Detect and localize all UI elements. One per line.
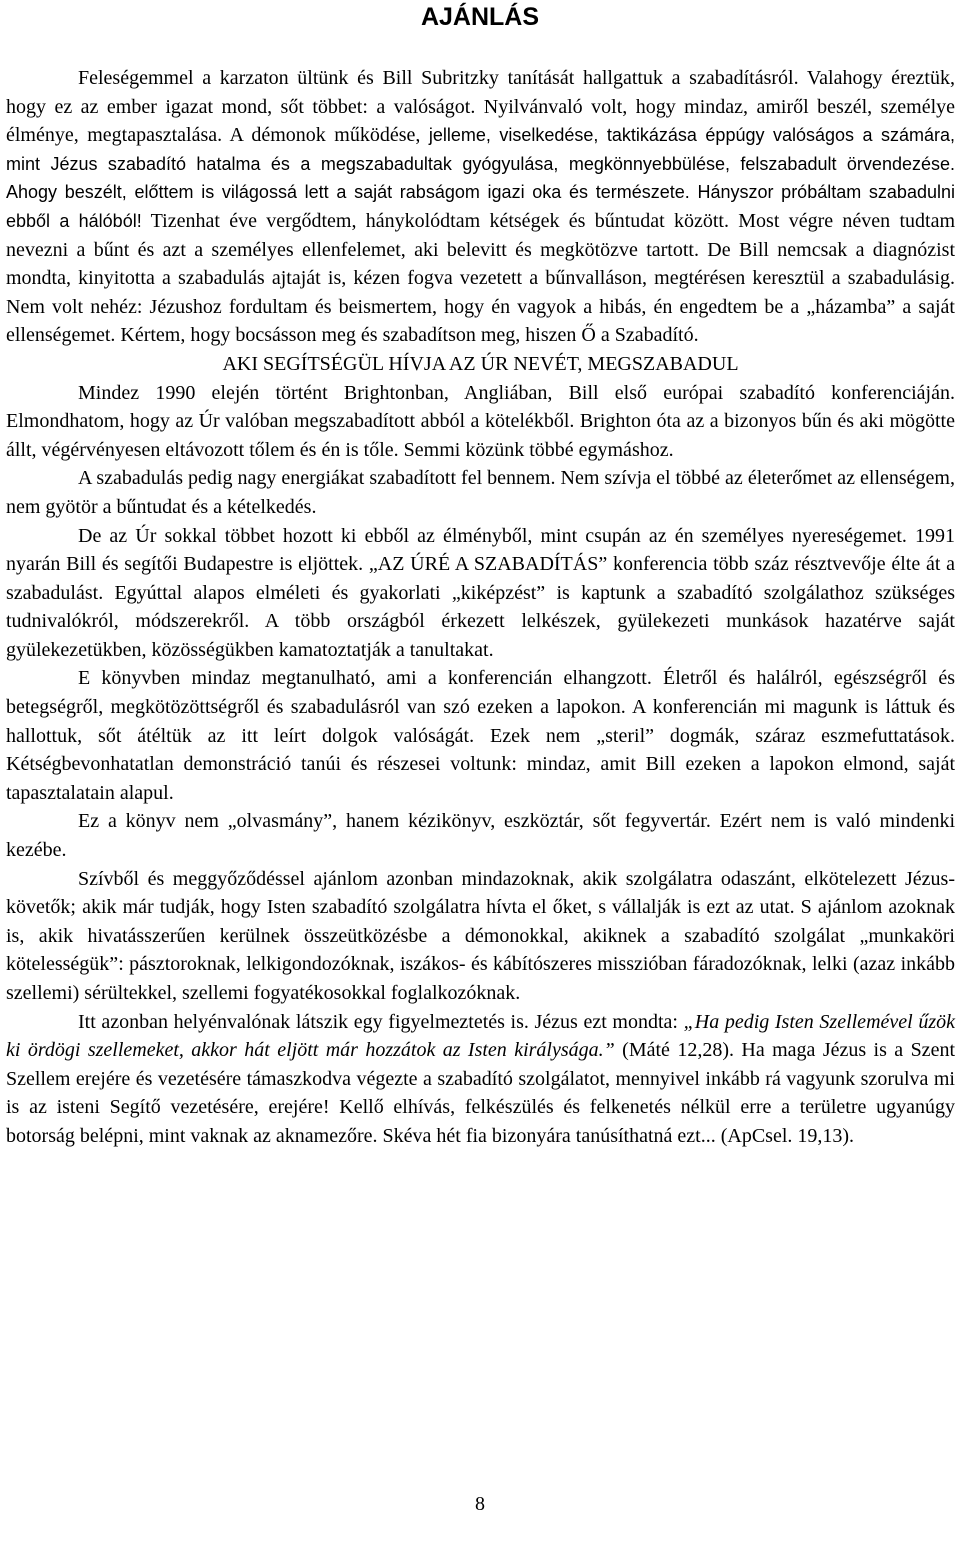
paragraph-6: Ez a könyv nem „olvasmány”, hanem kézikönyv, eszköztár, sőt fegyvertár. Ezért nem is való mindenki kezébe. [6,810,955,862]
paragraph-4: De az Úr sokkal többet hozott ki ebből az élményből, mint csupán az én személyes nyereségemet. 1991 nyarán Bill és segítői Budapestre is eljöttek. „AZ ÚRÉ A SZABADÍTÁS” konferencia több száz résztvevője élte át a szabadulást. Egyúttal alapos elméleti és gyakorlati „kiképzést” is kaptunk a szabadító szolgálathoz szükséges tudnivalókról, módszerekről. A több országból érkezett lelkészek, gyülekezeti munkások hazatérve saját gyülekezetükben, közösségükben kamatoztatják a tanultakat. [6,524,955,661]
paragraph-5: E könyvben mindaz megtanulható, ami a konferencián elhangzott. Életről és halálról, egészségről és betegségről, megkötözöttségről és szabadulásról van szó ezeken a lapokon. A konferencián mi magunk is láttuk és hallottuk, sőt átéltük az itt leírt dolgok valóságát. Ezek nem „steril” dogmák, száraz eszmefuttatások. Kétségbevonhatatlan demonstráció tanúi és részesei voltunk: mindaz, amit Bill ezeken a lapokon elmond, saját tapasztalatain alapul. [6,667,955,804]
section-heading: AKI SEGÍTSÉGÜL HÍVJA AZ ÚR NEVÉT, MEGSZABADUL [222,352,739,375]
paragraph-2: Mindez 1990 elején történt Brightonban, Angliában, Bill első európai szabadító konferenciáján. Elmondhatom, hogy az Úr valóban megszabadított abból a kötelékből. Brighton óta az a bizonyos bűn és aki mögötte állt, végérvényesen eltávozott tőlem és én is tőle. Semmi közünk többé egymáshoz. [6,381,955,461]
paragraph-1 [6,64,955,350]
paragraph-1-intro: Feleségemmel a karzaton ültünk és Bill Subritzky tanítását hallgattuk a szabadításról. Valahogy éreztük, hogy ez az ember igazat mond, sőt többet: a valóságot. Nyilvánvaló volt, hogy mindaz, amiről beszél, személye élménye, megtapasztalása. A démonok működése, [6,67,955,147]
paragraph-1-sans-passage: jelleme, viselkedése, taktikázása éppúgy valóságos a számára, mint Jézus szabadító hatalma és a megszabadultak gyógyulása, megkönnyebbülése, felszabadult örvendezése. Ahogy beszélt, előttem is világossá lett a saját rabságom igazi oka és természete. Hányszor próbáltam szabadulni ebből a hálóból! [6,125,956,231]
paragraph-8 [6,1008,955,1151]
paragraph-1-conclusion: Tizenhat éve vergődtem, hánykolódtam kétségek és bűntudat között. Most végre néven tudtam nevezni a bűnt és azt a személyes ellenfelemet, aki belevitt és megkötözve tartott. De Bill nemcsak a diagnózist mondta, kinyitotta a szabadulás ajtaját is, kézen fogva vezetett a bűnvalláson, megtérésen keresztül a szabadulásig. Nem volt nehéz: Jézushoz fordultam és beismertem, hogy én vagyok a hibás, én engedtem be a „házamba” a saját ellenségemet. Kértem, hogy bocsásson meg és szabadítson meg, hiszen Ő a Szabadító. [6,209,956,347]
bible-quote: „Ha pedig Isten Szellemével űzök ki ördögi szellemeket, akkor hát eljött már hozzátok az Isten királysága.” [6,1010,955,1062]
document-body [6,64,955,1151]
paragraph-8-conclusion: (Máté 12,28). Ha maga Jézus is a Szent Szellem erejére és vezetésére támaszkodva végezte a szabadító szolgálatot, mennyivel inkább rá vagyunk szorulva mi is az isteni Segítő vezetésére, erejére! Kellő elhívás, felkészülés és felkenetés nélkül erre a területre ugyanúgy botorság belépni, mint vaknak az aknamezőre. Skéva hét fia bizonyára tanúsíthatná ezt... (ApCsel. 19,13). [6,1039,955,1147]
paragraph-3: A szabadulás pedig nagy energiákat szabadított fel bennem. Nem szívja el többé az életerőmet az ellenségem, nem gyötör a bűntudat és a kételkedés. [6,467,955,518]
page-title: AJÁNLÁS [420,3,540,31]
page-number: 8 [475,1493,485,1515]
paragraph-8-intro: Itt azonban helyénvalónak látszik egy figyelmeztetés is. Jézus ezt mondta: [78,1010,684,1033]
paragraph-7: Szívből és meggyőződéssel ajánlom azonban mindazoknak, akik szolgálatra odaszánt, elkötelezett Jézus-követők; akik már tudják, hogy Isten szabadító szolgálatra hívta el őket, s vállalják is ezt az utat. S ajánlom azoknak is, akik hivatásszerűen kerülnek összeütközésbe a démonokkal, akiknek a szabadító szolgálat „munkaköri kötelességük”: pásztoroknak, lelkigondozóknak, iszákos- és kábítószeres misszióban fáradozóknak, lelki (azaz inkább szellemi) sérültekkel, szellemi fogyatékosokkal foglalkozóknak. [6,867,955,1004]
